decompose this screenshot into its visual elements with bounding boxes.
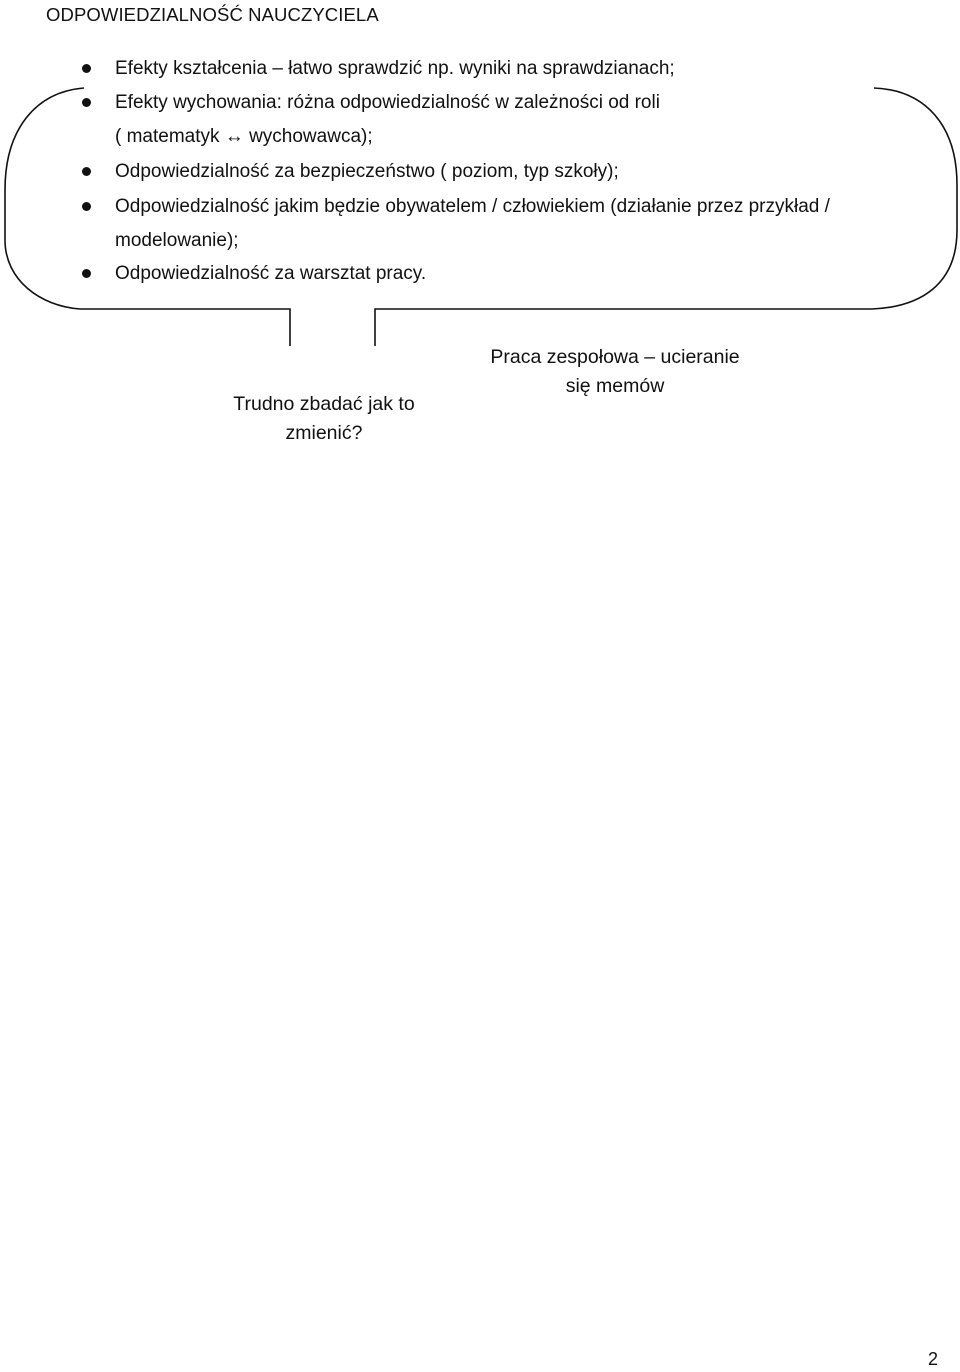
left-callout-text [204, 390, 444, 448]
list-item-text: Odpowiedzialność za warsztat pracy. [115, 263, 427, 284]
list-item-text: Efekty wychowania: różna odpowiedzialność w zależności od roli [115, 92, 660, 113]
bullet-icon [82, 167, 91, 176]
bullet-icon [82, 202, 91, 211]
list-item-text: Odpowiedzialność za bezpieczeństwo ( poziom, typ szkoły); [115, 161, 619, 182]
right-callout-text [460, 343, 770, 401]
left-brace-curve [5, 88, 84, 309]
list-item [115, 190, 945, 258]
list-item [115, 257, 945, 291]
page-title: ODPOWIEDZIALNOŚĆ NAUCZYCIELA [46, 4, 379, 25]
page-number: 2 [927, 1349, 938, 1369]
right-callout-line1: Praca zespołowa – ucieranie [490, 346, 740, 368]
list-item [115, 52, 945, 86]
right-callout-frame [375, 309, 872, 346]
list-item [115, 86, 945, 154]
list-item-text-continued: ( matematyk ↔ wychowawca); [115, 126, 373, 147]
list-item-text-continued: modelowanie); [115, 230, 239, 251]
left-callout-frame [80, 309, 290, 346]
right-callout-line2: się memów [565, 375, 665, 397]
list-item [115, 155, 945, 189]
left-callout-line1: Trudno zbadać jak to [233, 393, 415, 415]
bullet-icon [82, 64, 91, 73]
list-item-text: Odpowiedzialność jakim będzie obywatelem / człowiekiem (działanie przez przykład / [115, 196, 830, 217]
left-callout-line2: zmienić? [285, 422, 363, 444]
bullet-icon [82, 269, 91, 278]
list-item-text: Efekty kształcenia – łatwo sprawdzić np. wyniki na sprawdzianach; [115, 58, 675, 79]
bullet-icon [82, 98, 91, 107]
